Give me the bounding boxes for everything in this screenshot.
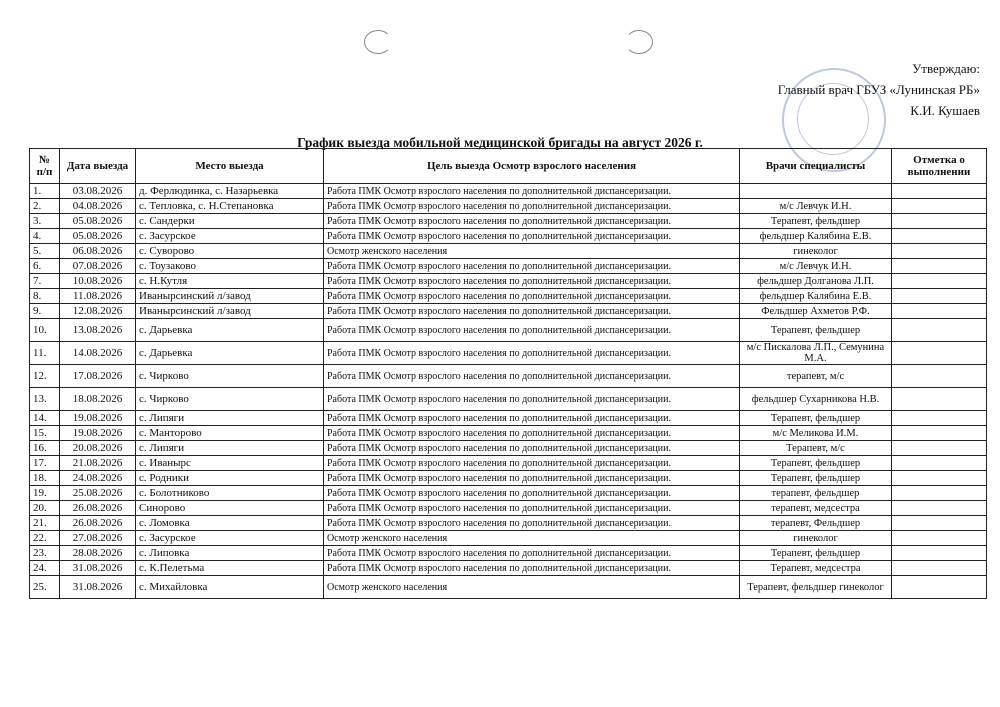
table-row: [30, 576, 987, 599]
row-specialists: м/с Левчук И.Н.: [740, 259, 892, 274]
row-place: с. Чирково: [136, 365, 324, 388]
row-purpose: Осмотр женского населения: [324, 576, 740, 599]
row-place: с. Чирково: [136, 388, 324, 411]
row-purpose: Работа ПМК Осмотр взрослого населения по дополнительной диспансеризации.: [324, 365, 740, 388]
row-completion: [892, 365, 987, 388]
row-completion: [892, 531, 987, 546]
row-specialists: терапевт, м/с: [740, 365, 892, 388]
row-purpose: Работа ПМК Осмотр взрослого населения по дополнительной диспансеризации.: [324, 486, 740, 501]
row-specialists: Терапевт, фельдшер: [740, 471, 892, 486]
row-completion: [892, 426, 987, 441]
row-specialists: Терапевт, фельдшер: [740, 319, 892, 342]
schedule-table: [29, 148, 987, 599]
row-specialists: м/с Пискалова Л.П., Семунина М.А.: [740, 342, 892, 365]
row-date: 03.08.2026: [60, 184, 136, 199]
header-date: Дата выезда: [60, 149, 136, 184]
row-completion: [892, 486, 987, 501]
row-purpose: Работа ПМК Осмотр взрослого населения по дополнительной диспансеризации.: [324, 441, 740, 456]
row-purpose: Работа ПМК Осмотр взрослого населения по дополнительной диспансеризации.: [324, 274, 740, 289]
row-date: 31.08.2026: [60, 576, 136, 599]
table-row: [30, 546, 987, 561]
row-purpose: Работа ПМК Осмотр взрослого населения по дополнительной диспансеризации.: [324, 214, 740, 229]
row-completion: [892, 274, 987, 289]
row-place: Иванырсинский л/завод: [136, 289, 324, 304]
table-row: [30, 184, 987, 199]
row-number: 12.: [30, 365, 60, 388]
row-place: с. Ломовка: [136, 516, 324, 531]
table-row: [30, 561, 987, 576]
row-date: 26.08.2026: [60, 516, 136, 531]
table-header-row: [30, 149, 987, 184]
row-date: 19.08.2026: [60, 426, 136, 441]
row-purpose: Работа ПМК Осмотр взрослого населения по дополнительной диспансеризации.: [324, 501, 740, 516]
row-purpose: Работа ПМК Осмотр взрослого населения по дополнительной диспансеризации.: [324, 229, 740, 244]
row-purpose: Осмотр женского населения: [324, 531, 740, 546]
row-place: Синорово: [136, 501, 324, 516]
row-specialists: фельдшер Калябина Е.В.: [740, 229, 892, 244]
row-date: 27.08.2026: [60, 531, 136, 546]
header-number: № п/п: [30, 149, 60, 184]
row-date: 25.08.2026: [60, 486, 136, 501]
scan-artifact-left: [364, 30, 392, 54]
row-completion: [892, 388, 987, 411]
row-date: 19.08.2026: [60, 411, 136, 426]
row-specialists: Терапевт, фельдшер: [740, 456, 892, 471]
row-date: 13.08.2026: [60, 319, 136, 342]
row-completion: [892, 561, 987, 576]
table-row: [30, 214, 987, 229]
table-row: [30, 289, 987, 304]
row-completion: [892, 456, 987, 471]
row-number: 14.: [30, 411, 60, 426]
row-specialists: Терапевт, фельдшер гинеколог: [740, 576, 892, 599]
row-specialists: терапевт, Фельдшер: [740, 516, 892, 531]
row-specialists: Терапевт, фельдшер: [740, 214, 892, 229]
row-completion: [892, 304, 987, 319]
row-place: с. Дарьевка: [136, 319, 324, 342]
table-row: [30, 244, 987, 259]
row-completion: [892, 319, 987, 342]
table-row: [30, 199, 987, 214]
row-number: 19.: [30, 486, 60, 501]
row-date: 07.08.2026: [60, 259, 136, 274]
row-completion: [892, 199, 987, 214]
table-row: [30, 471, 987, 486]
row-specialists: фельдшер Калябина Е.В.: [740, 289, 892, 304]
row-completion: [892, 546, 987, 561]
row-purpose: Работа ПМК Осмотр взрослого населения по дополнительной диспансеризации.: [324, 259, 740, 274]
row-purpose: Работа ПМК Осмотр взрослого населения по дополнительной диспансеризации.: [324, 561, 740, 576]
row-number: 11.: [30, 342, 60, 365]
row-place: с. Манторово: [136, 426, 324, 441]
row-date: 26.08.2026: [60, 501, 136, 516]
row-place: д. Ферлюдинка, с. Назарьевка: [136, 184, 324, 199]
table-row: [30, 441, 987, 456]
row-place: с. Тепловка, с. Н.Степановка: [136, 199, 324, 214]
row-date: 05.08.2026: [60, 214, 136, 229]
row-completion: [892, 184, 987, 199]
row-place: с. Болотниково: [136, 486, 324, 501]
row-number: 13.: [30, 388, 60, 411]
table-row: [30, 426, 987, 441]
approval-block: [778, 58, 980, 121]
row-date: 06.08.2026: [60, 244, 136, 259]
row-number: 18.: [30, 471, 60, 486]
row-specialists: Терапевт, м/с: [740, 441, 892, 456]
row-number: 25.: [30, 576, 60, 599]
row-purpose: Работа ПМК Осмотр взрослого населения по дополнительной диспансеризации.: [324, 516, 740, 531]
row-specialists: гинеколог: [740, 531, 892, 546]
table-row: [30, 229, 987, 244]
row-number: 5.: [30, 244, 60, 259]
row-number: 20.: [30, 501, 60, 516]
row-number: 24.: [30, 561, 60, 576]
approval-signatory: К.И. Кушаев: [910, 103, 980, 118]
row-date: 05.08.2026: [60, 229, 136, 244]
row-purpose: Работа ПМК Осмотр взрослого населения по дополнительной диспансеризации.: [324, 426, 740, 441]
row-purpose: Работа ПМК Осмотр взрослого населения по дополнительной диспансеризации.: [324, 342, 740, 365]
table-row: [30, 486, 987, 501]
row-place: с. Сандерки: [136, 214, 324, 229]
row-number: 21.: [30, 516, 60, 531]
row-completion: [892, 516, 987, 531]
row-number: 2.: [30, 199, 60, 214]
row-date: 11.08.2026: [60, 289, 136, 304]
row-purpose: Работа ПМК Осмотр взрослого населения по дополнительной диспансеризации.: [324, 546, 740, 561]
row-place: Иванырсинский л/завод: [136, 304, 324, 319]
row-date: 04.08.2026: [60, 199, 136, 214]
row-purpose: Работа ПМК Осмотр взрослого населения по дополнительной диспансеризации.: [324, 471, 740, 486]
row-completion: [892, 576, 987, 599]
row-number: 23.: [30, 546, 60, 561]
table-row: [30, 388, 987, 411]
row-number: 22.: [30, 531, 60, 546]
row-place: с. Н.Кутля: [136, 274, 324, 289]
row-specialists: фельдшер Долганова Л.П.: [740, 274, 892, 289]
table-row: [30, 274, 987, 289]
row-purpose: Работа ПМК Осмотр взрослого населения по дополнительной диспансеризации.: [324, 289, 740, 304]
row-place: с. Родники: [136, 471, 324, 486]
row-specialists: Терапевт, медсестра: [740, 561, 892, 576]
row-place: с. Липовка: [136, 546, 324, 561]
header-purpose: Цель выезда Осмотр взрослого населения: [324, 149, 740, 184]
row-date: 14.08.2026: [60, 342, 136, 365]
table-row: [30, 259, 987, 274]
header-specialists: Врачи специалисты: [740, 149, 892, 184]
row-purpose: Работа ПМК Осмотр взрослого населения по дополнительной диспансеризации.: [324, 319, 740, 342]
row-number: 3.: [30, 214, 60, 229]
row-completion: [892, 342, 987, 365]
row-place: с. К.Пелетьма: [136, 561, 324, 576]
row-completion: [892, 229, 987, 244]
row-completion: [892, 501, 987, 516]
table-row: [30, 531, 987, 546]
row-date: 18.08.2026: [60, 388, 136, 411]
row-number: 4.: [30, 229, 60, 244]
row-completion: [892, 471, 987, 486]
row-date: 12.08.2026: [60, 304, 136, 319]
row-specialists: [740, 184, 892, 199]
row-specialists: м/с Левчук И.Н.: [740, 199, 892, 214]
row-completion: [892, 214, 987, 229]
row-date: 24.08.2026: [60, 471, 136, 486]
row-purpose: Работа ПМК Осмотр взрослого населения по дополнительной диспансеризации.: [324, 456, 740, 471]
table-row: [30, 304, 987, 319]
row-place: с. Засурское: [136, 531, 324, 546]
row-place: с. Суворово: [136, 244, 324, 259]
row-place: с. Тоузаково: [136, 259, 324, 274]
row-specialists: гинеколог: [740, 244, 892, 259]
row-date: 28.08.2026: [60, 546, 136, 561]
scan-artifact-right: [625, 30, 653, 54]
header-place: Место выезда: [136, 149, 324, 184]
table-row: [30, 411, 987, 426]
row-purpose: Осмотр женского населения: [324, 244, 740, 259]
row-number: 15.: [30, 426, 60, 441]
table-body: [30, 184, 987, 599]
table-row: [30, 342, 987, 365]
row-completion: [892, 289, 987, 304]
row-date: 17.08.2026: [60, 365, 136, 388]
table-row: [30, 501, 987, 516]
row-completion: [892, 411, 987, 426]
row-number: 17.: [30, 456, 60, 471]
row-specialists: фельдшер Сухарникова Н.В.: [740, 388, 892, 411]
row-number: 6.: [30, 259, 60, 274]
row-purpose: Работа ПМК Осмотр взрослого населения по дополнительной диспансеризации.: [324, 388, 740, 411]
row-date: 10.08.2026: [60, 274, 136, 289]
row-purpose: Работа ПМК Осмотр взрослого населения по дополнительной диспансеризации.: [324, 199, 740, 214]
row-date: 31.08.2026: [60, 561, 136, 576]
row-place: с. Липяги: [136, 411, 324, 426]
row-specialists: терапевт, медсестра: [740, 501, 892, 516]
row-number: 1.: [30, 184, 60, 199]
header-completion: Отметка о выполнении: [892, 149, 987, 184]
row-purpose: Работа ПМК Осмотр взрослого населения по дополнительной диспансеризации.: [324, 411, 740, 426]
table-row: [30, 456, 987, 471]
table-row: [30, 365, 987, 388]
row-place: с. Иванырс: [136, 456, 324, 471]
row-specialists: Терапевт, фельдшер: [740, 411, 892, 426]
row-number: 9.: [30, 304, 60, 319]
approval-heading: Утверждаю:: [912, 61, 980, 76]
row-place: с. Засурское: [136, 229, 324, 244]
row-date: 20.08.2026: [60, 441, 136, 456]
row-number: 7.: [30, 274, 60, 289]
row-specialists: м/с Меликова И.М.: [740, 426, 892, 441]
row-purpose: Работа ПМК Осмотр взрослого населения по дополнительной диспансеризации.: [324, 304, 740, 319]
approval-position: Главный врач ГБУЗ «Лунинская РБ»: [777, 82, 980, 97]
row-place: с. Михайловка: [136, 576, 324, 599]
row-place: с. Дарьевка: [136, 342, 324, 365]
row-number: 16.: [30, 441, 60, 456]
row-date: 21.08.2026: [60, 456, 136, 471]
row-completion: [892, 244, 987, 259]
row-purpose: Работа ПМК Осмотр взрослого населения по дополнительной диспансеризации.: [324, 184, 740, 199]
row-specialists: Терапевт, фельдшер: [740, 546, 892, 561]
row-specialists: терапевт, фельдшер: [740, 486, 892, 501]
table-row: [30, 319, 987, 342]
row-completion: [892, 259, 987, 274]
row-completion: [892, 441, 987, 456]
row-specialists: Фельдшер Ахметов Р.Ф.: [740, 304, 892, 319]
row-number: 8.: [30, 289, 60, 304]
document-title: График выезда мобильной медицинской бригады на август 2026 г.: [297, 135, 703, 150]
table-row: [30, 516, 987, 531]
row-place: с. Липяги: [136, 441, 324, 456]
row-number: 10.: [30, 319, 60, 342]
